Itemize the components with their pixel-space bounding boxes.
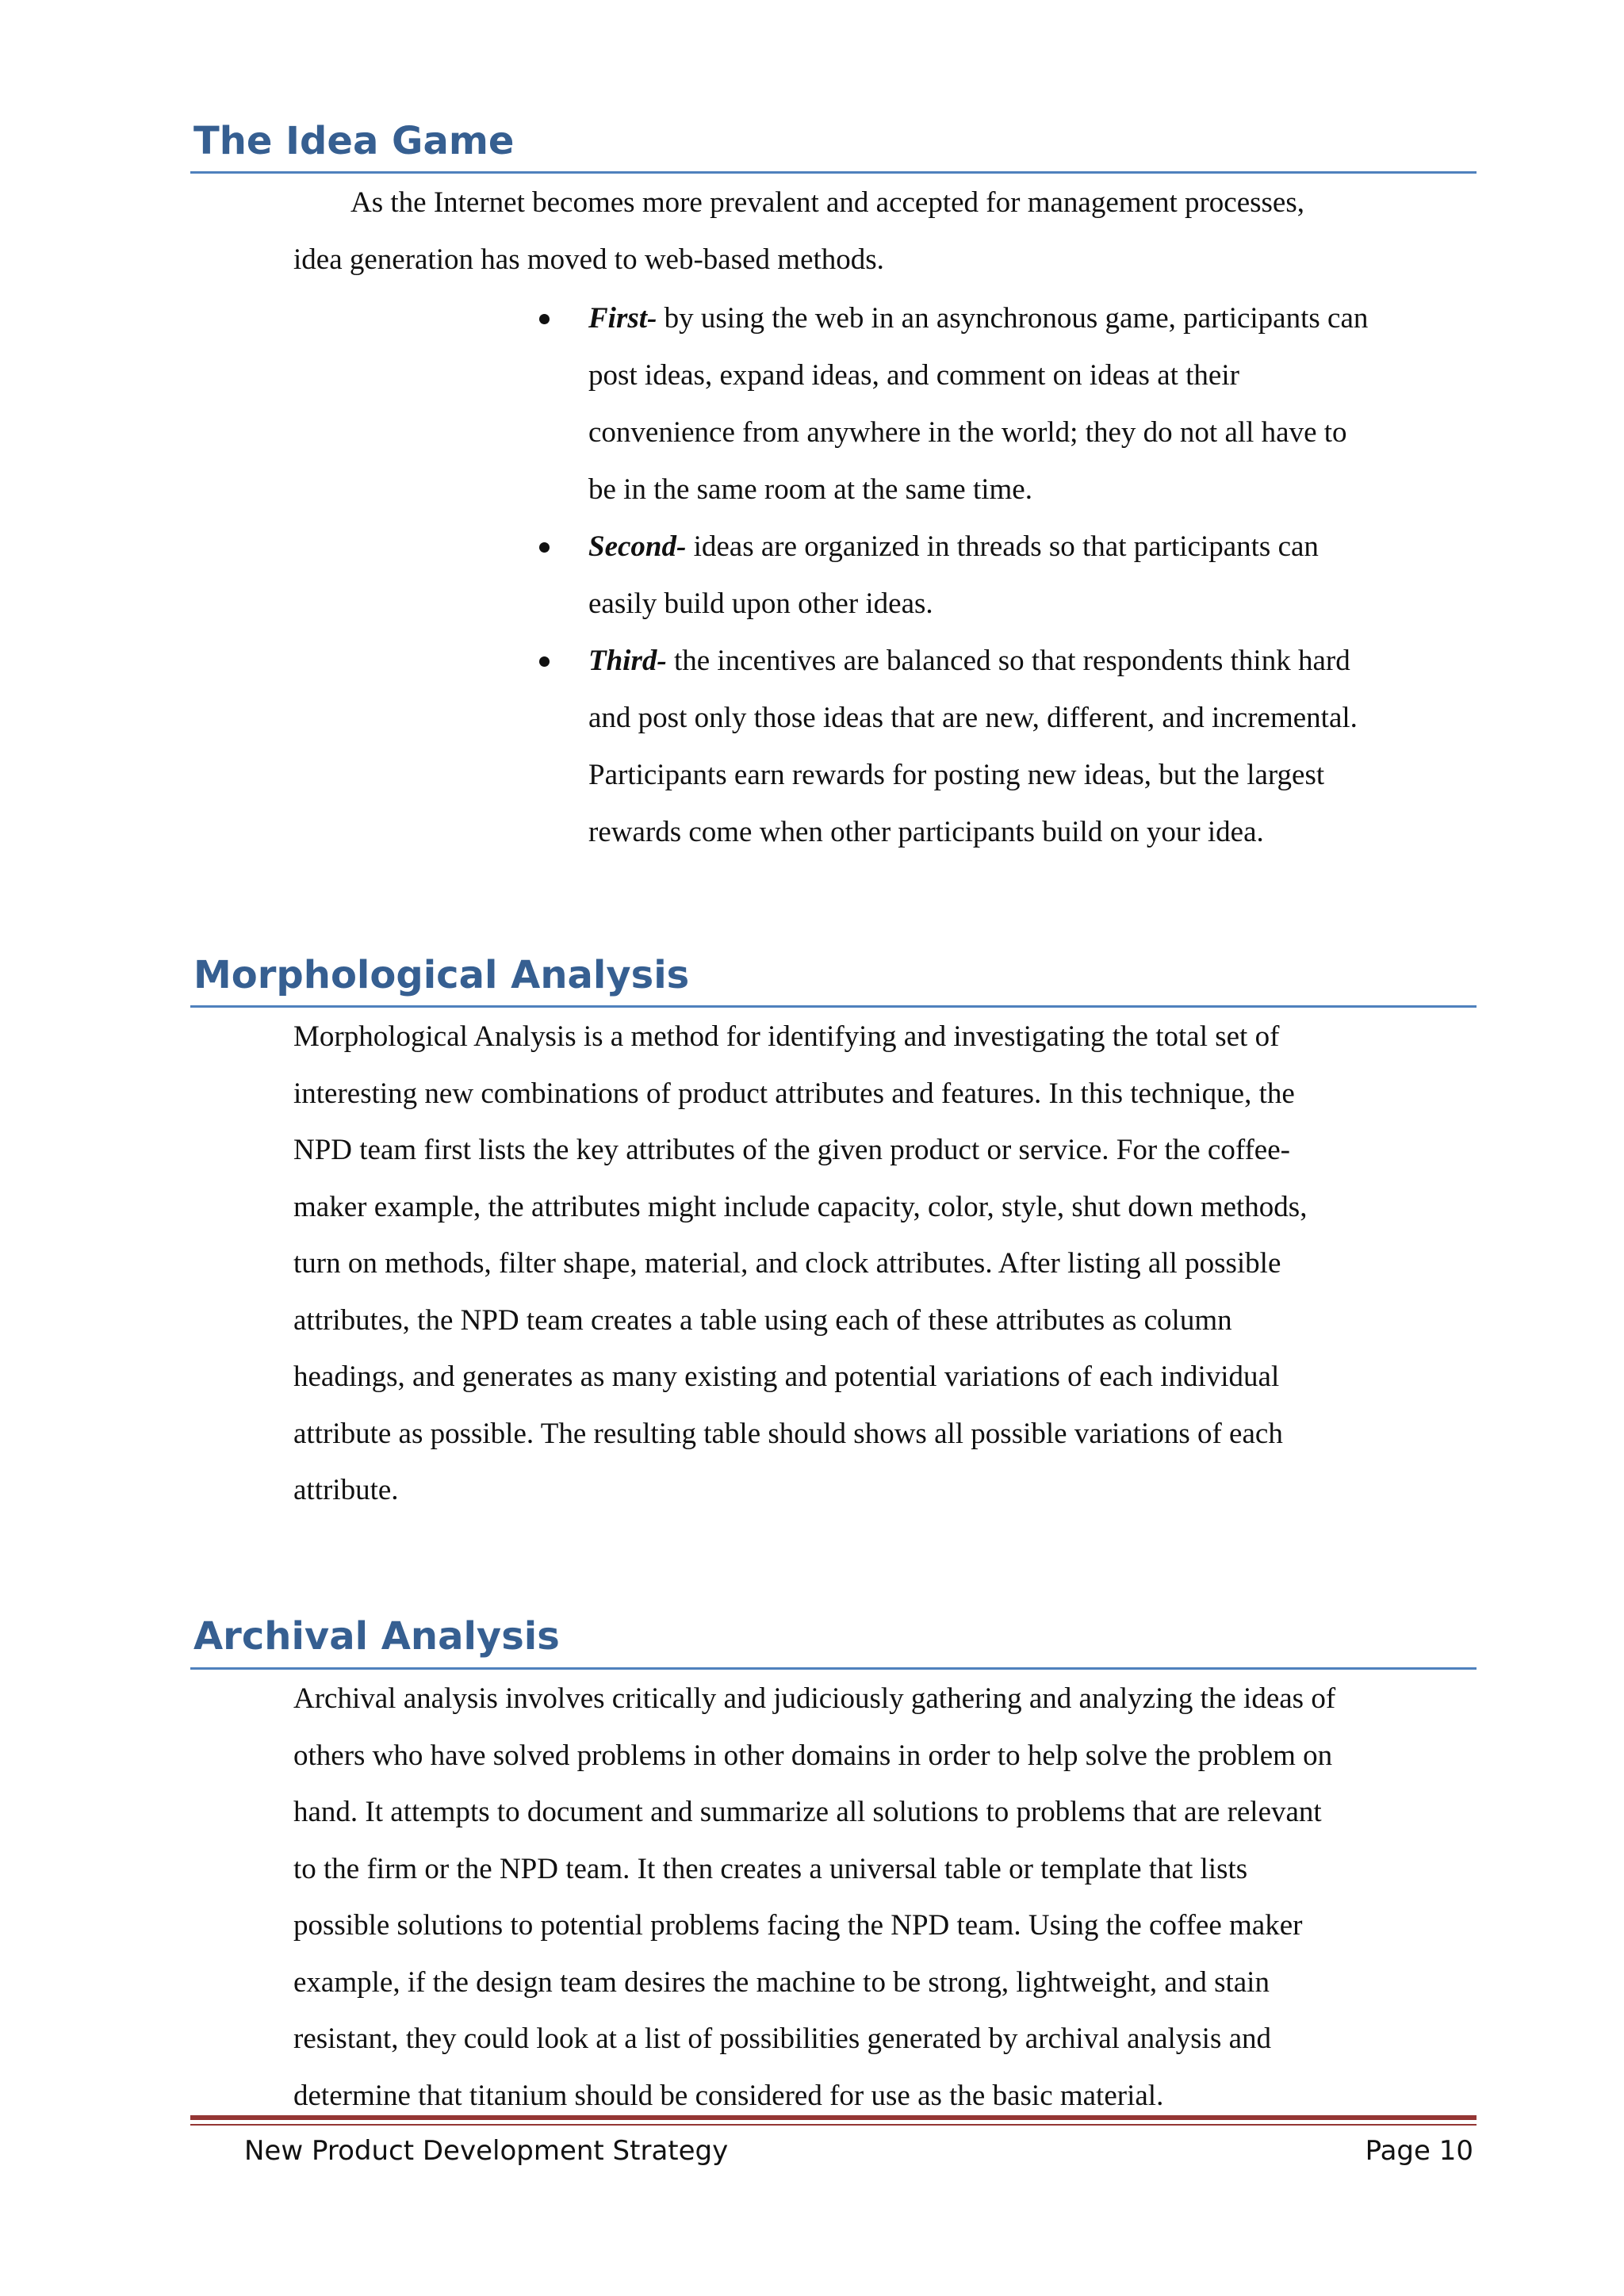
morphological-analysis-paragraph bbox=[293, 1008, 1307, 1519]
heading-rule bbox=[190, 1005, 1477, 1008]
text-line: rewards come when other participants build on your idea. bbox=[588, 816, 1264, 848]
text-line: idea generation has moved to web-based methods. bbox=[293, 243, 884, 276]
bullet-lead: Third- bbox=[588, 645, 667, 677]
bullet-lead: Second- bbox=[588, 530, 687, 563]
section-heading-morphological-analysis: Morphological Analysis bbox=[193, 953, 690, 997]
bullet-text: by using the web in an asynchronous game, participants can bbox=[657, 302, 1369, 335]
text-line: possible solutions to potential problems facing the NPD team. Using the coffee maker bbox=[293, 1909, 1303, 1942]
text-line: Archival analysis involves critically and judiciously gathering and analyzing the ideas of bbox=[293, 1682, 1336, 1715]
text-line: Participants earn rewards for posting new ideas, but the largest bbox=[588, 759, 1325, 791]
bullet-item-third bbox=[539, 633, 1368, 861]
idea-game-intro bbox=[293, 174, 1304, 288]
idea-game-bullet-list bbox=[539, 290, 1368, 861]
footer-rule bbox=[190, 2115, 1477, 2120]
text-line: headings, and generates as many existing and potential variations of each individual bbox=[293, 1360, 1280, 1393]
text-line: Morphological Analysis is a method for identifying and investigating the total set of bbox=[293, 1020, 1280, 1053]
text-line: to the firm or the NPD team. It then creates a universal table or template that lists bbox=[293, 1852, 1248, 1885]
text-line: attributes, the NPD team creates a table using each of these attributes as column bbox=[293, 1303, 1232, 1337]
text-line: NPD team first lists the key attributes of the given product or service. For the coffee- bbox=[293, 1134, 1290, 1166]
text-line bbox=[588, 290, 1368, 347]
text-line: others who have solved problems in other domains in order to help solve the problem on bbox=[293, 1739, 1333, 1772]
text-line: example, if the design team desires the machine to be strong, lightweight, and stain bbox=[293, 1965, 1270, 1999]
text-line: easily build upon other ideas. bbox=[588, 587, 933, 620]
bullet-icon bbox=[539, 542, 550, 553]
text-line bbox=[588, 633, 1368, 690]
text-line: interesting new combinations of product attributes and features. In this technique, the bbox=[293, 1077, 1295, 1110]
bullet-lead: First- bbox=[588, 302, 657, 335]
text-line: determine that titanium should be considered for use as the basic material. bbox=[293, 2079, 1164, 2112]
footer-document-title: New Product Development Strategy bbox=[244, 2135, 729, 2167]
bullet-item-first bbox=[539, 290, 1368, 519]
bullet-icon bbox=[539, 656, 550, 667]
text-line: convenience from anywhere in the world; they do not all have to bbox=[588, 416, 1347, 449]
bullet-text: ideas are organized in threads so that participants can bbox=[686, 530, 1319, 563]
text-line bbox=[588, 519, 1368, 576]
text-line: attribute as possible. The resulting table should shows all possible variations of each bbox=[293, 1417, 1283, 1450]
section-heading-idea-game: The Idea Game bbox=[193, 119, 515, 163]
heading-rule bbox=[190, 1667, 1477, 1670]
archival-analysis-paragraph bbox=[293, 1670, 1335, 2124]
footer-page-number: Page 10 bbox=[1365, 2135, 1473, 2167]
text-line: be in the same room at the same time. bbox=[588, 473, 1032, 506]
text-line: hand. It attempts to document and summarize all solutions to problems that are relevant bbox=[293, 1796, 1322, 1828]
text-line: As the Internet becomes more prevalent and accepted for management processes, bbox=[350, 186, 1305, 219]
text-line: resistant, they could look at a list of possibilities generated by archival analysis and bbox=[293, 2022, 1272, 2055]
text-line: attribute. bbox=[293, 1474, 399, 1506]
bullet-icon bbox=[539, 314, 550, 324]
text-line: and post only those ideas that are new, different, and incremental. bbox=[588, 702, 1358, 734]
text-line: turn on methods, filter shape, material, and clock attributes. After listing all possible bbox=[293, 1247, 1281, 1280]
text-line: post ideas, expand ideas, and comment on ideas at their bbox=[588, 359, 1239, 392]
bullet-text: the incentives are balanced so that respondents think hard bbox=[666, 645, 1350, 677]
section-heading-archival-analysis: Archival Analysis bbox=[193, 1614, 560, 1659]
text-line: maker example, the attributes might include capacity, color, style, shut down methods, bbox=[293, 1190, 1308, 1223]
footer-rule-thin bbox=[190, 2124, 1477, 2126]
heading-rule bbox=[190, 171, 1477, 174]
bullet-item-second bbox=[539, 519, 1368, 633]
